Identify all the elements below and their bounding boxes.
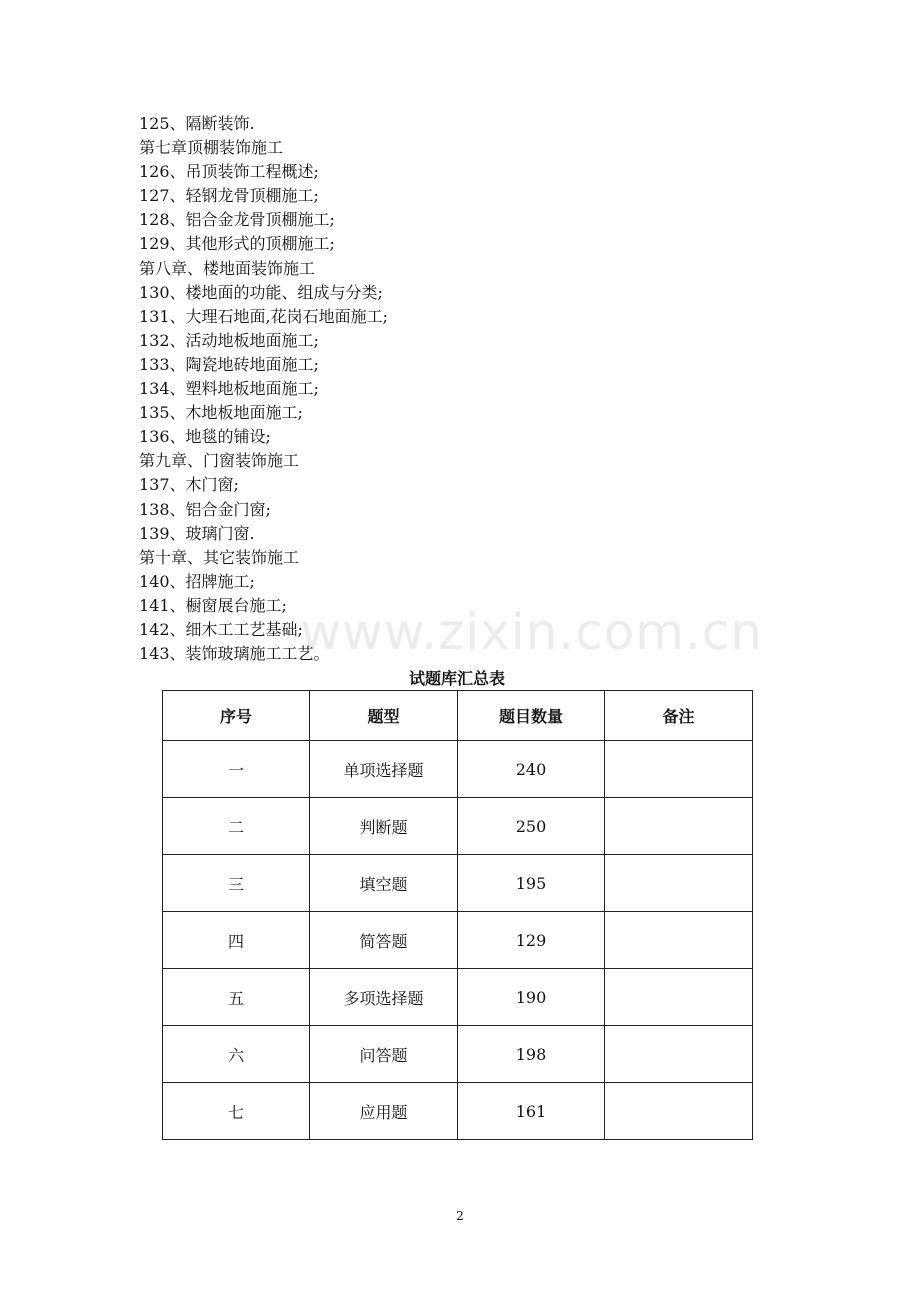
table-cell: 应用题 — [310, 1083, 458, 1140]
table-cell — [605, 912, 753, 969]
table-row — [163, 1083, 753, 1140]
table-row — [163, 912, 753, 969]
toc-line: 125、隔断装饰. — [139, 114, 255, 133]
table-cell: 六 — [163, 1026, 310, 1083]
toc-line: 129、其他形式的顶棚施工; — [139, 234, 335, 254]
toc-line: 140、招牌施工; — [139, 571, 255, 591]
toc-line: 134、塑料地板地面施工; — [139, 379, 319, 399]
toc-chapter-heading: 第八章、楼地面装饰施工 — [139, 258, 316, 278]
table-cell — [605, 969, 753, 1026]
table-cell: 多项选择题 — [310, 969, 458, 1026]
table-cell: 250 — [458, 798, 605, 855]
watermark: www.zixin.com.cn — [300, 603, 764, 661]
table-cell: 五 — [163, 969, 310, 1026]
table-row — [163, 969, 753, 1026]
table-cell: 195 — [458, 855, 605, 912]
summary-table — [162, 690, 753, 1140]
table-cell: 填空题 — [310, 855, 458, 912]
toc-line: 133、陶瓷地砖地面施工; — [139, 354, 319, 374]
toc-line: 138、铝合金门窗; — [139, 499, 271, 519]
table-cell: 240 — [458, 741, 605, 798]
table-of-contents — [139, 112, 739, 666]
table-cell: 129 — [458, 912, 605, 969]
table-row — [163, 741, 753, 798]
toc-line: 136、地毯的铺设; — [139, 427, 271, 447]
table-cell: 判断题 — [310, 798, 458, 855]
table-cell: 一 — [163, 741, 310, 798]
column-header: 序号 — [163, 691, 310, 741]
page-number: 2 — [456, 1209, 464, 1223]
table-cell: 三 — [163, 855, 310, 912]
column-header: 题目数量 — [458, 691, 605, 741]
table-cell: 二 — [163, 798, 310, 855]
table-row — [163, 855, 753, 912]
table-cell: 七 — [163, 1083, 310, 1140]
toc-line: 127、轻钢龙骨顶棚施工; — [139, 186, 319, 206]
table-cell: 简答题 — [310, 912, 458, 969]
table-cell — [605, 1083, 753, 1140]
table-cell — [605, 741, 753, 798]
toc-line: 139、玻璃门窗. — [139, 523, 255, 543]
table-cell: 190 — [458, 969, 605, 1026]
toc-line: 131、大理石地面,花岗石地面施工; — [139, 306, 389, 326]
toc-line: 141、橱窗展台施工; — [139, 595, 287, 615]
toc-line: 143、装饰玻璃施工工艺。 — [139, 644, 330, 664]
table-cell: 四 — [163, 912, 310, 969]
table-cell — [605, 798, 753, 855]
table-row — [163, 798, 753, 855]
toc-line: 128、铝合金龙骨顶棚施工; — [139, 210, 335, 230]
toc-line: 126、吊顶装饰工程概述; — [139, 162, 319, 182]
table-cell: 单项选择题 — [310, 741, 458, 798]
column-header: 备注 — [605, 691, 753, 741]
toc-chapter-heading: 第九章、门窗装饰施工 — [139, 451, 300, 471]
toc-line: 130、楼地面的功能、组成与分类; — [139, 282, 383, 302]
toc-line: 142、细木工工艺基础; — [139, 619, 303, 639]
toc-line: 135、木地板地面施工; — [139, 403, 303, 423]
table-header-row — [163, 691, 753, 741]
toc-line: 137、木门窗; — [139, 475, 239, 495]
toc-chapter-heading: 第十章、其它装饰施工 — [139, 547, 300, 567]
table-cell — [605, 855, 753, 912]
table-cell — [605, 1026, 753, 1083]
table-row — [163, 1026, 753, 1083]
table-cell: 问答题 — [310, 1026, 458, 1083]
toc-chapter-heading: 第七章顶棚装饰施工 — [139, 138, 284, 158]
toc-line: 132、活动地板地面施工; — [139, 330, 319, 350]
column-header: 题型 — [310, 691, 458, 741]
table-title: 试题库汇总表 — [408, 669, 505, 688]
table-cell: 198 — [458, 1026, 605, 1083]
table-cell: 161 — [458, 1083, 605, 1140]
